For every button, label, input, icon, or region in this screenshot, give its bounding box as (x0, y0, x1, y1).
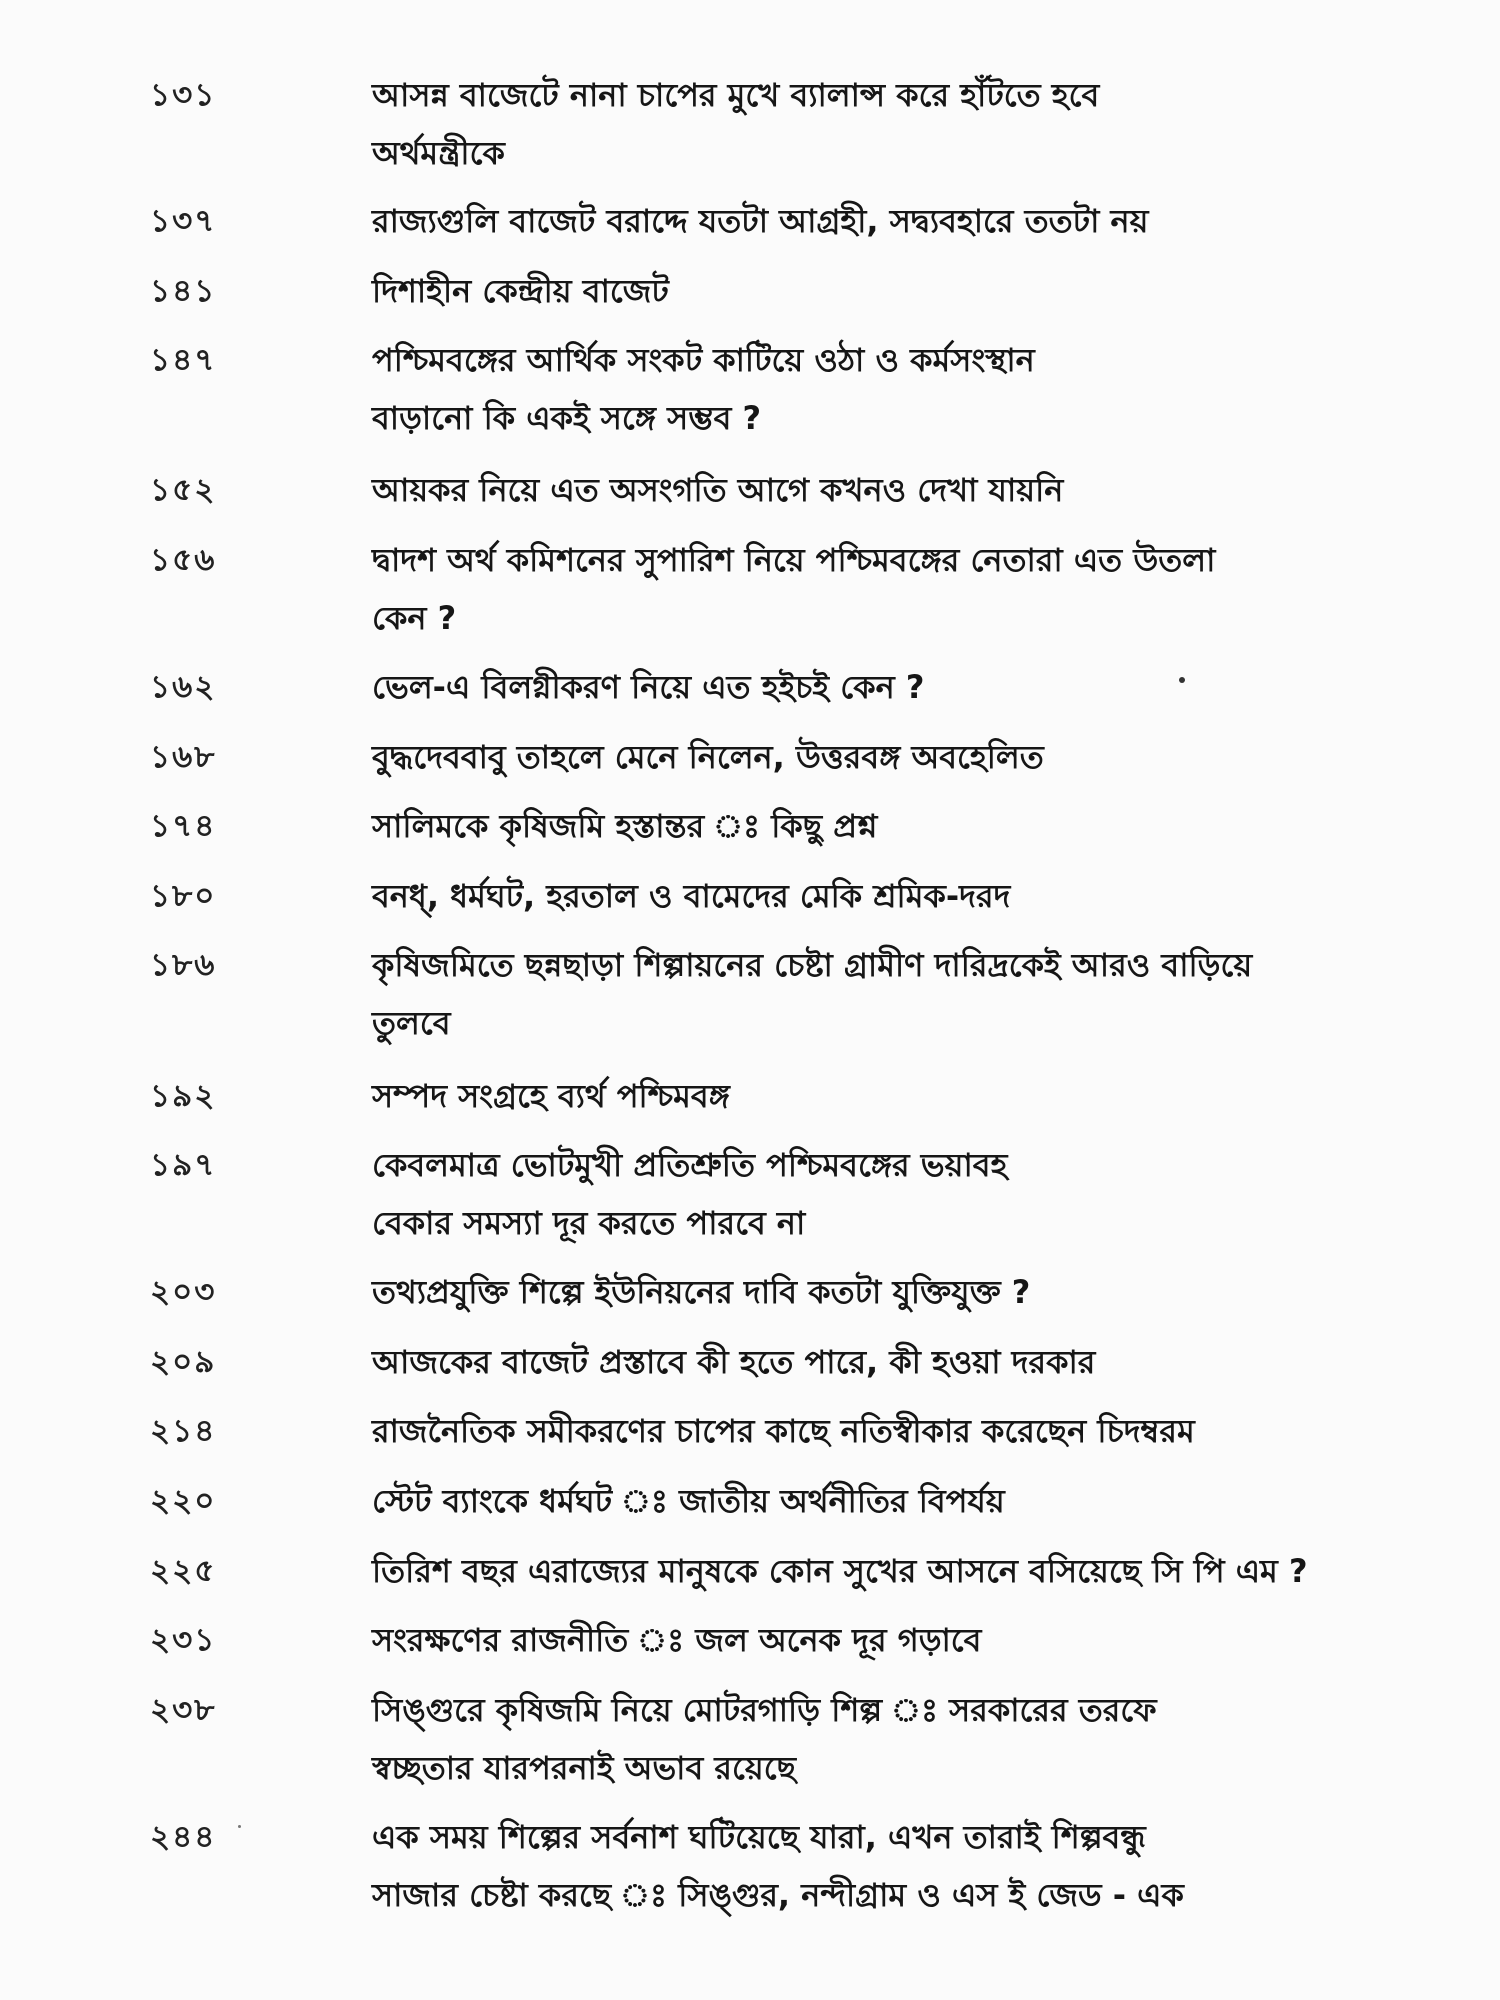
page-number: ১৭৪ (150, 808, 217, 844)
page-number: ২০৯ (150, 1344, 217, 1380)
title-line: অর্থমন্ত্রীকে (372, 134, 505, 172)
ink-speck (238, 1825, 241, 1828)
page-number: ১৪৭ (150, 342, 217, 378)
chapter-title (372, 1263, 1372, 1321)
chapter-title (372, 331, 1372, 447)
title-line: তুলবে (372, 1004, 451, 1042)
chapter-title (372, 66, 1372, 182)
title-line: বাড়ানো কি একই সঙ্গে সম্ভব ? (372, 399, 762, 437)
title-line: দ্বাদশ অর্থ কমিশনের সুপারিশ নিয়ে পশ্চিমবঙ্গের নেতারা এত উতলা (372, 541, 1216, 579)
title-line: পশ্চিমবঙ্গের আর্থিক সংকট কাটিয়ে ওঠা ও কর্মসংস্থান (372, 341, 1035, 379)
title-line: তিরিশ বছর এরাজ্যের মানুষকে কোন সুখের আসনে বসিয়েছে সি পি এম ? (372, 1552, 1308, 1590)
chapter-title (372, 1611, 1372, 1669)
chapter-title (372, 262, 1372, 320)
title-line: সংরক্ষণের রাজনীতি ঃ জল অনেক দূর গড়াবে (372, 1621, 982, 1659)
page-number: ২২৫ (150, 1553, 217, 1589)
title-line: দিশাহীন কেন্দ্রীয় বাজেট (372, 272, 669, 310)
title-line: স্বচ্ছতার যারপরনাই অভাব রয়েছে (372, 1749, 796, 1787)
title-line: এক সময় শিল্পের সর্বনাশ ঘটিয়েছে যারা, এখন তারাই শিল্পবন্ধু (372, 1818, 1146, 1856)
page-number: ২১৪ (150, 1413, 217, 1449)
chapter-title (372, 1808, 1372, 1924)
page-number: ২২০ (150, 1483, 217, 1519)
page-number: ১৫৬ (150, 542, 217, 578)
page-number: ১৪১ (150, 273, 217, 309)
title-line: কৃষিজমিতে ছন্নছাড়া শিল্পায়নের চেষ্টা গ্রামীণ দারিদ্রকেই আরও বাড়িয়ে (372, 946, 1253, 984)
chapter-title (372, 797, 1372, 855)
title-line: ভেল-এ বিলগ্নীকরণ নিয়ে এত হইচই কেন ? (372, 668, 925, 706)
page-number: ২০৩ (150, 1274, 217, 1310)
title-line: সাজার চেষ্টা করছে ঃ সিঙ্গুর, নন্দীগ্রাম ও এস ই জেড - এক (372, 1876, 1184, 1914)
title-line: বুদ্ধদেববাবু তাহলে মেনে নিলেন, উত্তরবঙ্গ অবহেলিত (372, 738, 1044, 776)
title-line: সালিমকে কৃষিজমি হস্তান্তর ঃ কিছু প্রশ্ন (372, 807, 878, 845)
ink-speck (1179, 677, 1185, 683)
chapter-title (372, 192, 1372, 250)
chapter-title (372, 1681, 1372, 1797)
page-number: ১৮৬ (150, 947, 217, 983)
page-number: ২৪৪ (150, 1819, 217, 1855)
chapter-title (372, 1067, 1372, 1125)
page-number: ১৫২ (150, 472, 217, 508)
chapter-title (372, 867, 1372, 925)
page-number: ১৩১ (150, 77, 217, 113)
chapter-title (372, 1472, 1372, 1530)
title-line: বনধ্, ধর্মঘট, হরতাল ও বামেদের মেকি শ্রমিক-দরদ (372, 877, 1011, 915)
chapter-title (372, 1136, 1372, 1252)
title-line: আজকের বাজেট প্রস্তাবে কী হতে পারে, কী হওয়া দরকার (372, 1343, 1096, 1381)
page-number: ১৮০ (150, 878, 217, 914)
title-line: আয়কর নিয়ে এত অসংগতি আগে কখনও দেখা যায়নি (372, 471, 1064, 509)
chapter-title (372, 1402, 1372, 1460)
title-line: বেকার সমস্যা দূর করতে পারবে না (372, 1204, 806, 1242)
title-line: রাজনৈতিক সমীকরণের চাপের কাছে নতিস্বীকার করেছেন চিদম্বরম (372, 1412, 1195, 1450)
page-number: ১৩৭ (150, 203, 217, 239)
title-line: সম্পদ সংগ্রহে ব্যর্থ পশ্চিমবঙ্গ (372, 1077, 730, 1115)
chapter-title (372, 531, 1372, 647)
page-number: ১৬৮ (150, 739, 217, 775)
page-number: ২৩১ (150, 1622, 217, 1658)
page-number: ২৩৮ (150, 1692, 217, 1728)
chapter-title (372, 1333, 1372, 1391)
page-number: ১৯৭ (150, 1147, 217, 1183)
title-line: কেন ? (372, 599, 457, 637)
page-number: ১৯২ (150, 1078, 217, 1114)
chapter-title (372, 461, 1372, 519)
chapter-title (372, 936, 1372, 1052)
chapter-title (372, 658, 1372, 716)
title-line: সিঙ্গুরে কৃষিজমি নিয়ে মোটরগাড়ি শিল্প ঃ সরকারের তরফে (372, 1691, 1157, 1729)
title-line: তথ্যপ্রযুক্তি শিল্পে ইউনিয়নের দাবি কতটা যুক্তিযুক্ত ? (372, 1273, 1031, 1311)
title-line: কেবলমাত্র ভোটমুখী প্রতিশ্রুতি পশ্চিমবঙ্গের ভয়াবহ (372, 1146, 1008, 1184)
page-number: ১৬২ (150, 669, 217, 705)
chapter-title (372, 1542, 1372, 1600)
title-line: রাজ্যগুলি বাজেট বরাদ্দে যতটা আগ্রহী, সদ্ব্যবহারে ততটা নয় (372, 202, 1149, 240)
title-line: আসন্ন বাজেটে নানা চাপের মুখে ব্যালান্স করে হাঁটতে হবে (372, 76, 1100, 114)
chapter-title (372, 728, 1372, 786)
title-line: স্টেট ব্যাংকে ধর্মঘট ঃ জাতীয় অর্থনীতির বিপর্যয় (372, 1482, 1005, 1520)
